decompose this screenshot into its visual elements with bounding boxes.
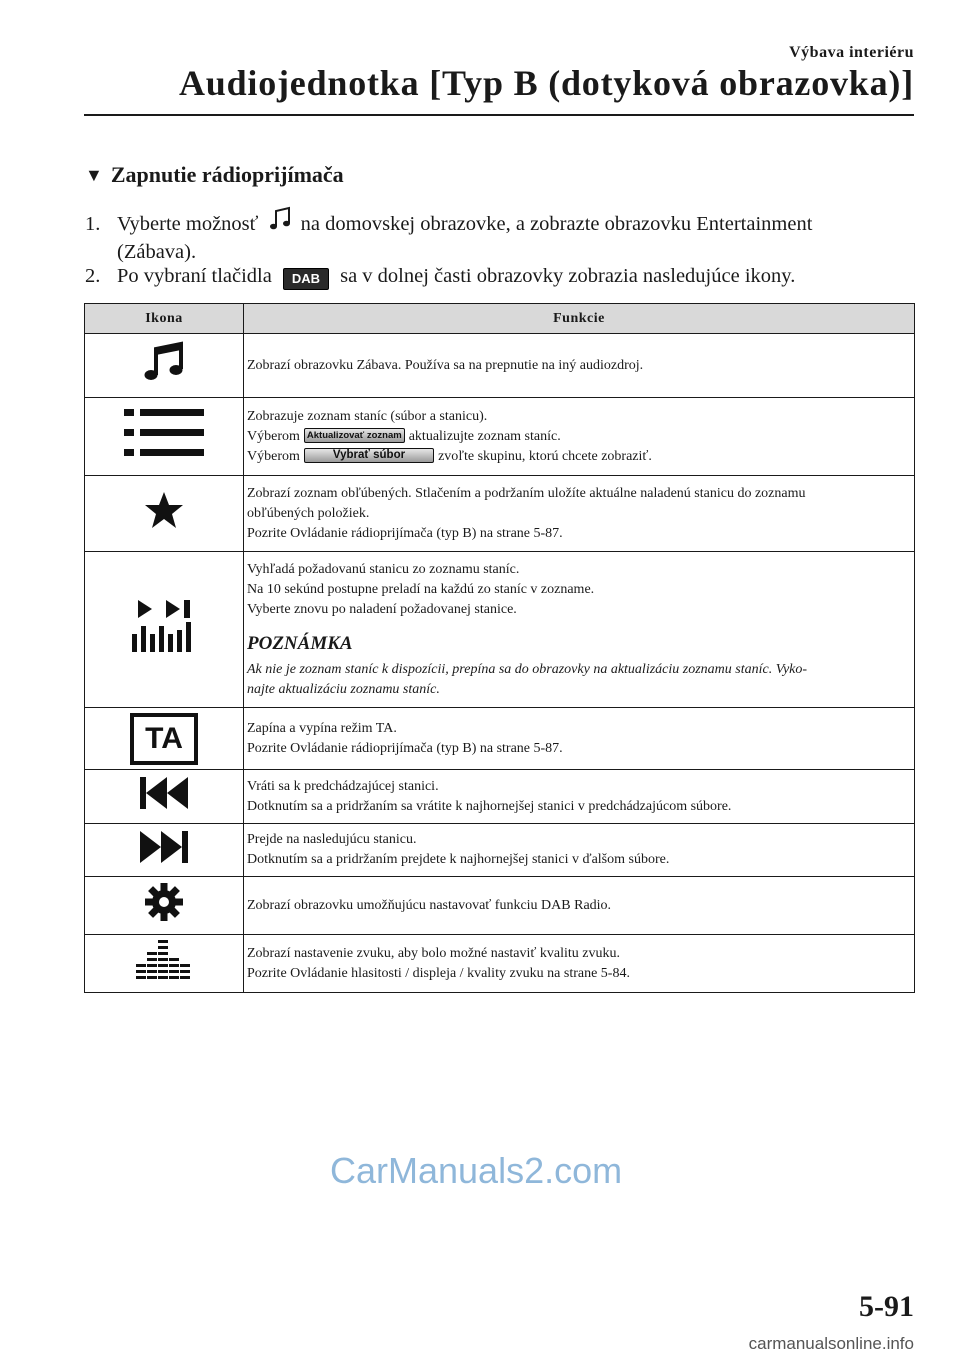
footer-source-text: carmanualsonline.info [748, 1334, 914, 1353]
music-note-icon [141, 339, 187, 385]
table-row [85, 824, 915, 877]
dab-button[interactable]: DAB [283, 268, 329, 290]
table-row [85, 770, 915, 824]
table-row [85, 476, 915, 552]
skip-previous-icon [140, 777, 188, 809]
table-row [85, 334, 915, 398]
note-text: najte aktualizáciu zoznamu staníc. [247, 681, 440, 697]
function-description: Zobrazí obrazovku Zábava. Používa sa na prepnutie na iný audiozdroj. [247, 357, 644, 373]
header-rule [84, 114, 914, 116]
description-text: aktualizujte zoznam staníc. [408, 428, 561, 444]
function-description: Pozrite Ovládanie hlasitosti / displeja / kvality zvuku na strane 5-84. [247, 965, 630, 981]
function-description: Pozrite Ovládanie rádioprijímača (typ B) na strane 5-87. [247, 525, 563, 541]
step-text: Vyberte možnosť [117, 213, 259, 235]
step-text: Po vybraní tlačidla [117, 265, 272, 287]
page-title: Audiojednotka [Typ B (dotyková obrazovka)] [178, 63, 914, 103]
function-description: Vyhľadá požadovanú stanicu zo zoznamu staníc. [247, 561, 520, 577]
step-number: 1. [85, 213, 101, 235]
function-description: Dotknutím sa a pridržaním prejdete k najhornejšej stanici v ďalšom súbore. [247, 852, 670, 867]
scan-icon [132, 600, 196, 652]
column-header-function: Funkcie [244, 304, 915, 334]
note-title: POZNÁMKA [247, 632, 353, 654]
function-description: Dotknutím sa a pridržaním sa vrátite k najhornejšej stanici v predchádzajúcom súbore. [247, 798, 732, 814]
step-2 [85, 262, 795, 290]
section-heading [85, 162, 344, 188]
description-text: zvoľte skupinu, ktorú chcete zobraziť. [438, 448, 652, 464]
function-description: Zobrazí obrazovku umožňujúcu nastavovať funkciu DAB Radio. [247, 897, 612, 913]
function-description: Prejde na nasledujúcu stanicu. [247, 832, 417, 847]
table-row [85, 552, 915, 708]
update-list-button[interactable]: Aktualizovať zoznam [304, 428, 405, 443]
function-description: Na 10 sekúnd postupne preladí na každú zo staníc v zozname. [247, 581, 595, 597]
music-note-icon [268, 206, 292, 232]
triangle-bullet-icon: ▼ [85, 164, 103, 185]
watermark-text: CarManuals2.com [330, 1150, 623, 1191]
function-description: Zobrazí zoznam obľúbených. Stlačením a podržaním uložíte aktuálne naladenú stanicu do zoznamu [247, 485, 806, 501]
step-text: sa v dolnej časti obrazovky zobrazia nasledujúce ikony. [340, 265, 796, 287]
function-description: obľúbených položiek. [247, 505, 370, 521]
function-description: Zobrazí nastavenie zvuku, aby bolo možné nastaviť kvalitu zvuku. [247, 945, 620, 961]
table-row [85, 935, 915, 993]
table-row [85, 708, 915, 770]
section-heading-text: Zapnutie rádioprijímača [110, 162, 344, 187]
table-row [85, 877, 915, 935]
function-description [247, 427, 908, 447]
star-icon [144, 491, 184, 529]
gear-icon [145, 883, 183, 921]
column-header-icon: Ikona [85, 304, 244, 334]
station-list-icon [124, 407, 204, 459]
skip-next-icon [140, 831, 188, 863]
step-1 [85, 206, 812, 266]
step-continuation: (Zábava). [117, 241, 197, 263]
equalizer-icon [136, 940, 192, 980]
table-row [85, 398, 915, 476]
function-description: Vyberte znovu po naladení požadovanej stanice. [247, 601, 517, 617]
step-number: 2. [85, 265, 101, 287]
header-section-label: Výbava interiéru [789, 44, 914, 61]
function-description: Vráti sa k predchádzajúcej stanici. [247, 778, 439, 794]
note-text: Ak nie je zoznam staníc k dispozícii, prepína sa do obrazovky na aktualizáciu zoznamu staníc. Vyko- [247, 661, 808, 677]
function-description [247, 447, 908, 467]
table-header-row [85, 304, 915, 334]
select-file-button[interactable]: Vybrať súbor [304, 448, 434, 463]
function-description: Zobrazuje zoznam staníc (súbor a stanicu). [247, 408, 488, 424]
ta-icon: TA [130, 713, 198, 765]
function-description: Zapína a vypína režim TA. [247, 720, 397, 736]
step-text: na domovskej obrazovke, a zobrazte obrazovku Entertainment [300, 213, 813, 235]
function-description: Pozrite Ovládanie rádioprijímača (typ B) na strane 5-87. [247, 740, 563, 756]
description-text: Výberom [247, 448, 300, 464]
function-table [84, 303, 915, 993]
description-text: Výberom [247, 428, 300, 444]
page-number: 5-91 [859, 1290, 914, 1323]
